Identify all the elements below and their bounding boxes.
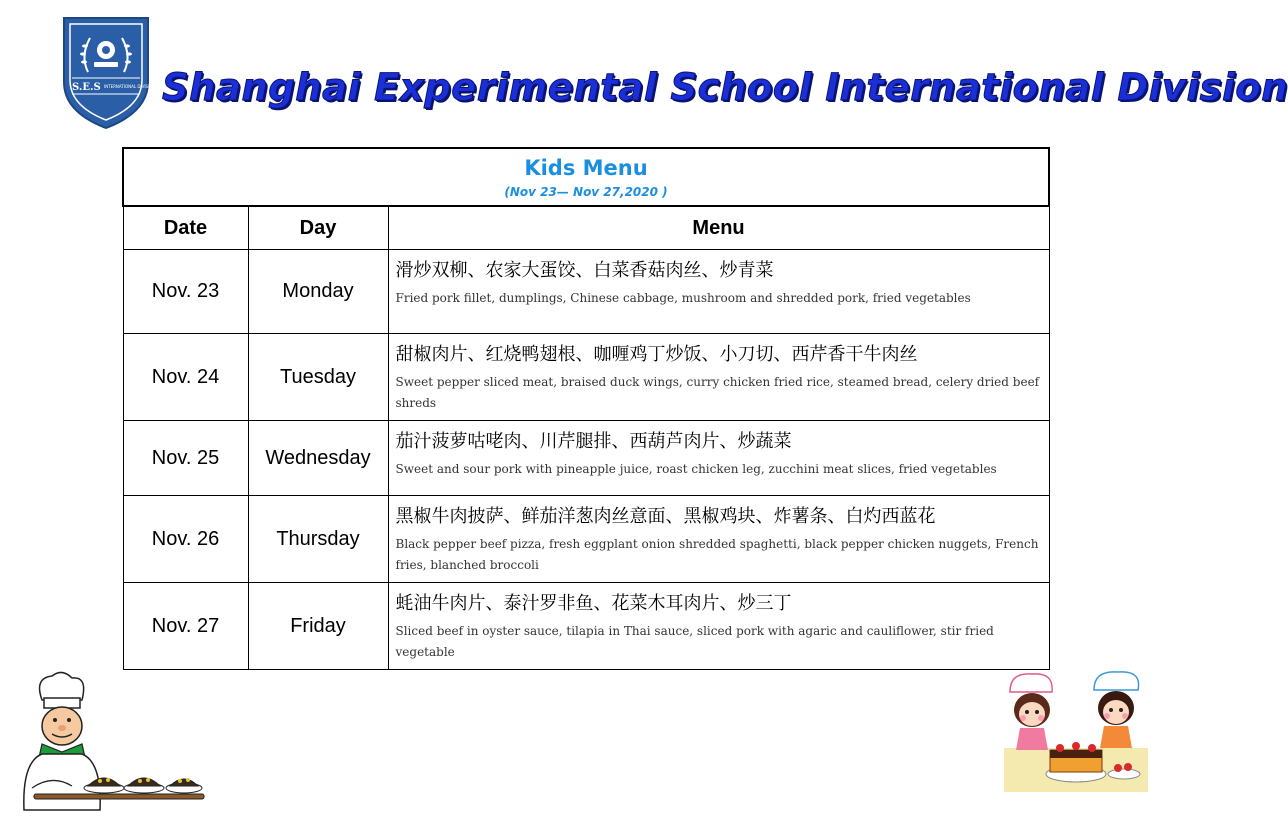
menu-english: Sliced beef in oyster sauce, tilapia in Thai sauce, sliced pork with agaric and cauliflower, stir fried vegetable: [395, 624, 994, 659]
menu-chinese: 滑炒双柳、农家大蛋饺、白菜香菇肉丝、炒青菜: [395, 260, 774, 281]
row-date: Nov. 25: [123, 421, 248, 496]
school-title: Shanghai Experimental School International Division: [162, 66, 1288, 109]
menu-chinese: 甜椒肉片、红烧鸭翅根、咖喱鸡丁炒饭、小刀切、西芹香干牛肉丝: [395, 344, 918, 365]
row-date: Nov. 26: [123, 496, 248, 583]
menu-english: Black pepper beef pizza, fresh eggplant onion shredded spaghetti, black pepper chicken nuggets, French fries, blanched broccoli: [395, 537, 1039, 572]
menu-table: [122, 147, 1050, 670]
column-header-date: Date: [123, 206, 248, 250]
row-menu: [388, 250, 1049, 334]
menu-date-range: (Nov 23— Nov 27,2020 ): [504, 185, 668, 199]
table-row: [123, 583, 1049, 670]
row-day: Tuesday: [248, 334, 388, 421]
logo-text: S.E.S: [72, 82, 101, 93]
row-day: Friday: [248, 583, 388, 670]
row-menu: [388, 496, 1049, 583]
menu-title: Kids Menu: [524, 156, 648, 180]
table-row: [123, 334, 1049, 421]
table-row: [123, 421, 1049, 496]
table-row: [123, 250, 1049, 334]
chef-illustration: [12, 670, 208, 818]
menu-english: Fried pork fillet, dumplings, Chinese cabbage, mushroom and shredded pork, fried vegetables: [395, 291, 971, 305]
menu-title-cell: [123, 148, 1049, 206]
menu-chinese: 茄汁菠萝咕咾肉、川芹腿排、西葫芦肉片、炒蔬菜: [395, 431, 792, 452]
menu-chinese: 黑椒牛肉披萨、鲜茄洋葱肉丝意面、黑椒鸡块、炸薯条、白灼西蓝花: [395, 506, 936, 527]
kids-baking-cake-icon: [1002, 670, 1152, 794]
ses-shield-logo-icon: [62, 16, 156, 130]
row-day: Thursday: [248, 496, 388, 583]
kids-illustration: [1002, 670, 1152, 794]
column-header-day: Day: [248, 206, 388, 250]
menu-english: Sweet and sour pork with pineapple juice, roast chicken leg, zucchini meat slices, fried vegetables: [395, 462, 997, 476]
menu-chinese: 蚝油牛肉片、泰汁罗非鱼、花菜木耳肉片、炒三丁: [395, 593, 792, 614]
column-header-menu: Menu: [388, 206, 1049, 250]
row-date: Nov. 24: [123, 334, 248, 421]
school-logo: [62, 16, 156, 130]
table-row: [123, 496, 1049, 583]
row-day: Monday: [248, 250, 388, 334]
row-date: Nov. 23: [123, 250, 248, 334]
menu-english: Sweet pepper sliced meat, braised duck wings, curry chicken fried rice, steamed bread, celery dried beef shreds: [395, 375, 1040, 410]
logo-side-text: INTERNATIONAL DIVISION: [104, 84, 156, 89]
chef-with-dishes-icon: [12, 670, 208, 818]
row-day: Wednesday: [248, 421, 388, 496]
row-menu: [388, 421, 1049, 496]
row-date: Nov. 27: [123, 583, 248, 670]
row-menu: [388, 334, 1049, 421]
row-menu: [388, 583, 1049, 670]
